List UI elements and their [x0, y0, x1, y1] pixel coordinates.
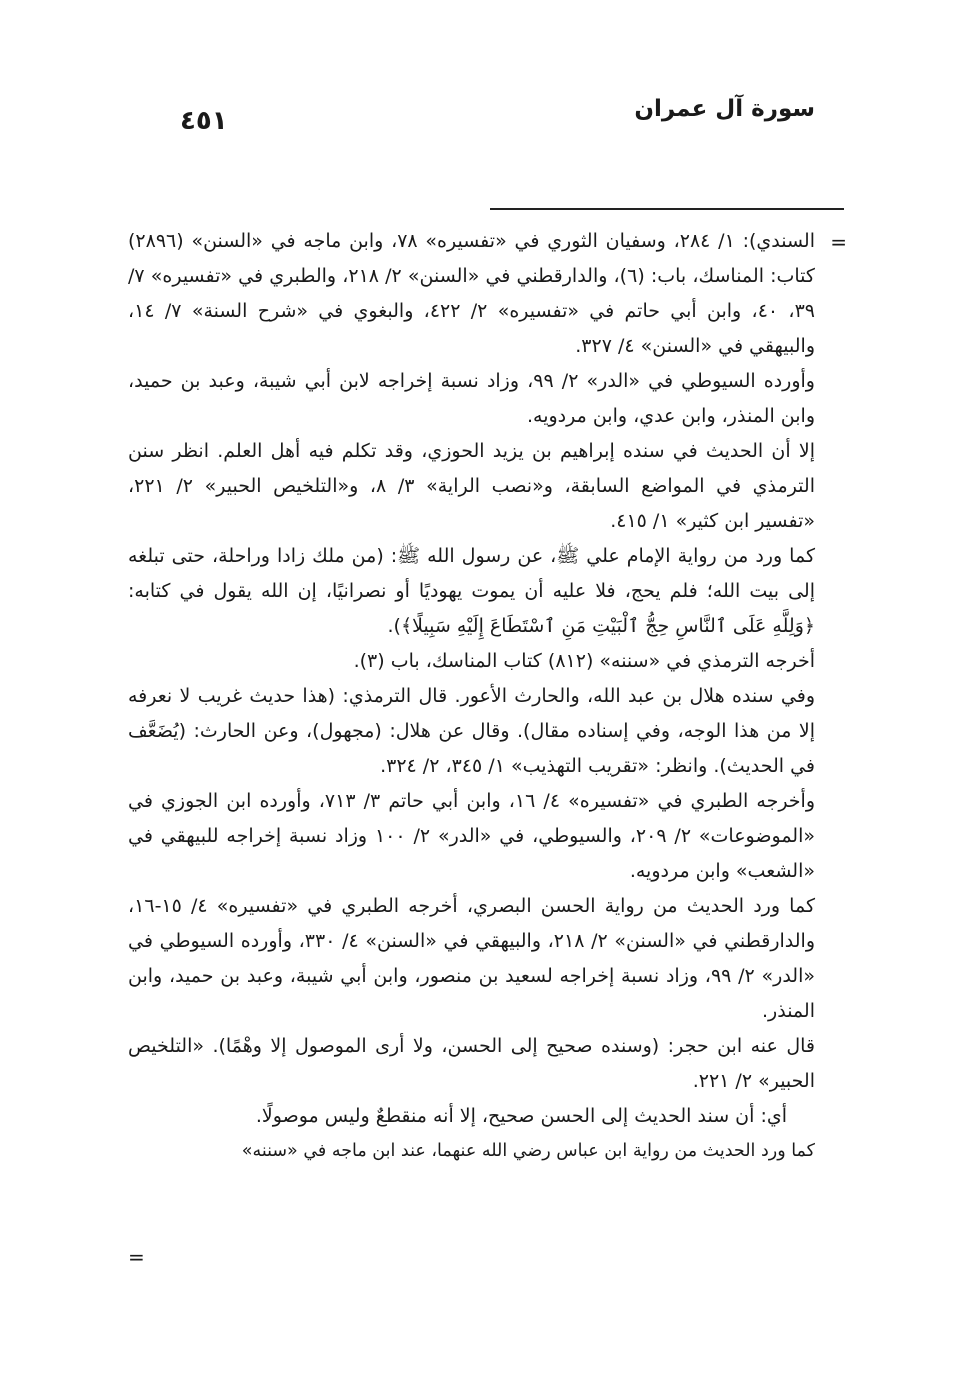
footnote-separator [490, 208, 844, 210]
footnote-paragraph: أخرجه الترمذي في «سننه» (٨١٢) كتاب المناسك، باب (٣). [353, 650, 815, 672]
continuation-mark-top: = [830, 230, 847, 254]
page-number: ٤٥١ [180, 106, 228, 136]
footnote-paragraph: كما ورد من رواية الإمام علي ﷺ، عن رسول الله ﷺ: (من ملك زادا وراحلة، حتى تبلغه إلى بيت الله؛ فلم يحج، فلا عليه أن يموت يهوديًا أو نصرانيًا، إن الله يقول في كتابه: ﴿وَلِلَّهِ عَلَى ٱلنَّاسِ حِجُّ ٱلْبَيْتِ مَنِ ٱسْتَطَاعَ إِلَيْهِ سَبِيلًا﴾). [128, 545, 815, 637]
footnote-paragraph: كما ورد الحديث من رواية ابن عباس رضي الله عنهما، عند ابن ماجه في «سننه» [241, 1141, 815, 1161]
footnote-paragraph: إلا أن الحديث في سنده إبراهيم بن يزيد الحوزي، وقد تكلم فيه أهل العلم. انظر سنن الترمذي في المواضع السابقة، و«نصب الراية» ٣/ ٨، و«التلخيص الحبير» ٢/ ٢٢١، «تفسير ابن كثير» ١/ ٤١٥. [128, 440, 815, 532]
footnote-paragraph: كما ورد الحديث من رواية الحسن البصري، أخرجه الطبري في «تفسيره» ٤/ ١٥-١٦، والدارقطني في «السنن» ٢/ ٢١٨، والبيهقي في «السنن» ٤/ ٣٣٠، وأورده السيوطي في «الدر» ٢/ ٩٩، وزاد نسبة إخراجه لسعيد بن منصور، وابن أبي شيبة، وعبد بن حميد، وابن المنذر. [128, 895, 815, 1022]
footnote-paragraph: السندي): ١/ ٢٨٤، وسفيان الثوري في «تفسيره» ٧٨، وابن ماجه في «السنن» (٢٨٩٦) كتاب: المناسك، باب: (٦)، والدارقطني في «السنن» ٢/ ٢١٨، والطبري في «تفسيره» ٧/ ٣٩، ٤٠، وابن أبي حاتم في «تفسيره» ٢/ ٤٢٢، والبغوي في «شرح السنة» ٧/ ١٤، والبيهقي في «السنن» ٤/ ٣٢٧. [128, 230, 815, 357]
footnote-paragraph: وفي سنده هلال بن عبد الله، والحارث الأعور. قال الترمذي: (هذا حديث غريب لا نعرفه إلا من هذا الوجه، وفي إسناده مقال). وقال عن هلال: (مجهول)، وعن الحارث: (يُضَعَّف في الحديث). وانظر: «تقريب التهذيب» ١/ ٣٤٥، ٢/ ٣٢٤. [128, 685, 815, 777]
surah-title: سورة آل عمران [634, 96, 815, 122]
footnote-paragraph: وأورده السيوطي في «الدر» ٢/ ٩٩، وزاد نسبة إخراجه لابن أبي شيبة، وعبد بن حميد، وابن المنذر، وابن عدي، وابن مردويه. [128, 370, 815, 427]
page-header [130, 96, 845, 146]
continuation-mark-bottom: = [128, 1245, 145, 1269]
footnote-paragraph: أي: أن سند الحديث إلى الحسن صحيح، إلا أنه منقطعٌ وليس موصولًا. [255, 1105, 787, 1127]
footnote-paragraph: وأخرجه الطبري في «تفسيره» ٤/ ١٦، وابن أبي حاتم ٣/ ٧١٣، وأورده ابن الجوزي في «الموضوعات» ٢/ ٢٠٩، والسيوطي، في «الدر» ٢/ ١٠٠ وزاد نسبة إخراجه للبيهقي في «الشعب» وابن مردويه. [128, 790, 815, 882]
footnote-paragraph: قال عنه ابن حجر: (وسنده صحيح إلى الحسن، ولا أرى الموصول إلا وهْمًا). «التلخيص الحبير» ٢/ ٢٢١. [128, 1035, 815, 1092]
footnotes-body [128, 224, 815, 1169]
